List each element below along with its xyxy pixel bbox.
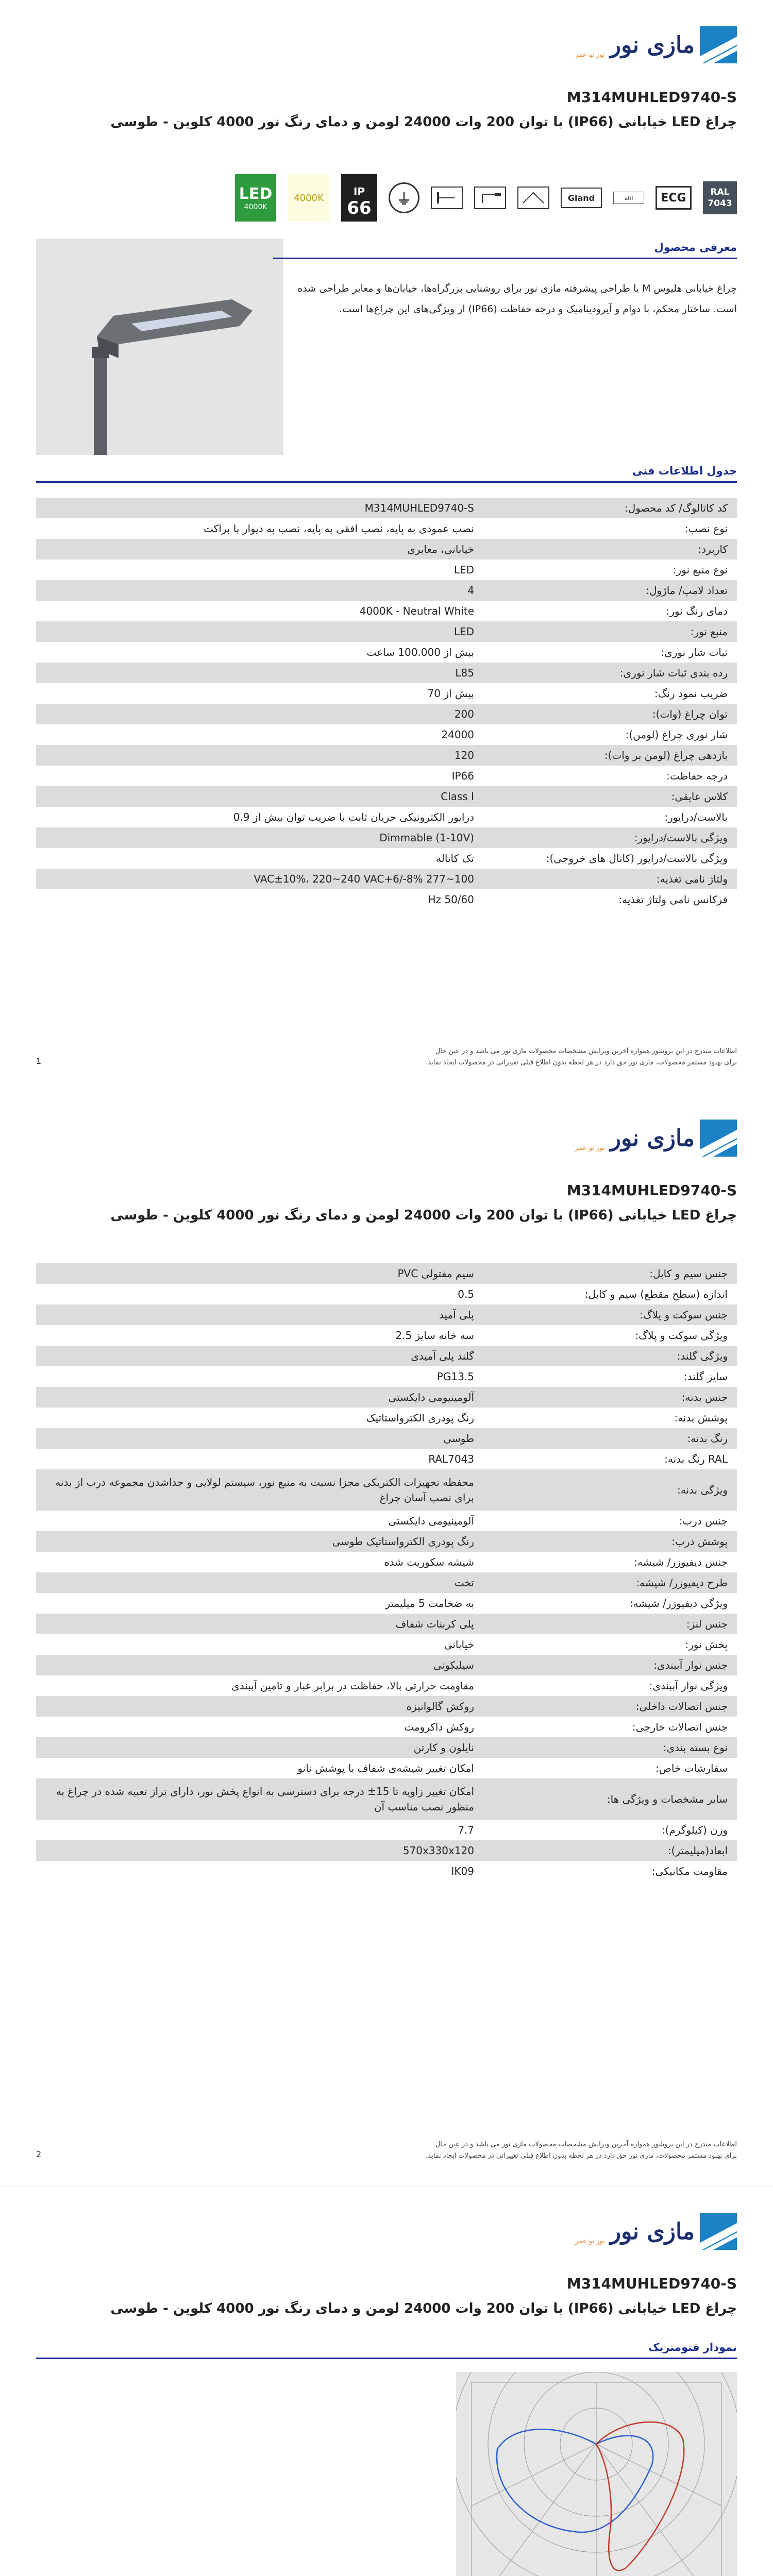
spec-row [36, 1428, 737, 1449]
spec-value: سیم مفتولی PVC [397, 1267, 474, 1280]
spec-row [36, 1284, 737, 1304]
spec-row [36, 1572, 737, 1593]
footer-line-1: اطلاعات مندرج در این بروشور همواره آخرین ویرایش مشخصات محصولات مازی نور می باشد و در عین حال [435, 2141, 737, 2148]
spec-key: کد کاتالوگ/ کد محصول: [624, 502, 728, 514]
spec-value: روکش داکرومت [404, 1721, 474, 1733]
led-badge: LED 4000K [235, 174, 276, 222]
spec-row [36, 1675, 737, 1696]
spec-value: PG13.5 [436, 1370, 474, 1383]
spec-row [36, 663, 737, 683]
spec-row [36, 1614, 737, 1634]
footer-line-1: اطلاعات مندرج در این بروشور همواره آخرین ویرایش مشخصات محصولات مازی نور می باشد و در عین حال [435, 1047, 737, 1055]
spec-row [36, 1758, 737, 1778]
photometry-heading: نمودار فتومتریک [36, 2338, 737, 2359]
mount-type-icon [517, 187, 549, 209]
brand-name: مازی نور [610, 2218, 695, 2245]
wall-mount-icon [431, 187, 463, 209]
brand-tagline: نور تو عمر [575, 51, 605, 59]
spec-key: جنس اتصالات خارجی: [632, 1721, 728, 1733]
spec-value: پلی کربنات شفاف [395, 1618, 474, 1630]
spec-row [36, 1469, 737, 1511]
intro-text: چراغ خیابانی هلیوس M با طراحی پیشرفته مازی نور برای روشنایی بزرگراه‌ها، خیابان‌ها و معابر طراحی شده است. ساختار محکم، با دوام و آیرودینامیک و درجه حفاظت (IP66) از ویژگی‌های این چراغ‌ها است. [297, 283, 737, 315]
spec-row [36, 1366, 737, 1387]
product-title: چراغ LED خیابانی (IP66) با توان 200 وات 24000 لومن و دمای رنگ نور 4000 کلوین - طوسی [110, 114, 737, 130]
spec-key: مقاومت مکانیکی: [651, 1865, 728, 1877]
spec-row [36, 1387, 737, 1408]
spec-row [36, 580, 737, 601]
spec-key: نوع بسته بندی: [663, 1741, 728, 1754]
footer-line-2: برای بهبود مستمر محصولات، مازی نور حق دارد در هر لحظه بدون اطلاع قبلی تغییراتی در محصولات ایجاد نماید. [426, 2152, 737, 2160]
footer-line-2: برای بهبود مستمر محصولات، مازی نور حق دارد در هر لحظه بدون اطلاع قبلی تغییراتی در محصولات ایجاد نماید. [426, 1059, 737, 1066]
color-temperature-badge: 4000K [288, 174, 330, 222]
spec-key: رده بندی ثبات شار نوری: [619, 667, 728, 679]
earth-class-icon: ⏚ [389, 182, 419, 213]
brand-header [575, 2213, 737, 2249]
spec-key: پوشش درب: [671, 1535, 728, 1548]
spec-key: جنس بدنه: [681, 1391, 728, 1403]
spec-value: درایور الکترونیکی جریان ثابت با ضریب توان بیش از 0.9 [233, 811, 474, 823]
spec-row [36, 807, 737, 827]
product-photo [36, 239, 283, 455]
spec-value: 7.7 [458, 1824, 474, 1836]
spec-row [36, 1263, 737, 1284]
spec-row [36, 1346, 737, 1366]
product-model: M314MUHLED9740-S [566, 2275, 737, 2292]
spec-key: توان چراغ (وات): [652, 708, 728, 720]
spec-value: 120 [454, 749, 474, 761]
brand-name: مازی نور [610, 31, 695, 58]
spec-key: ولتاژ نامی تغذیه: [656, 873, 728, 885]
spec-row [36, 745, 737, 766]
spec-value: سیلیکونی [433, 1659, 474, 1671]
spec-value: 24000 [441, 728, 474, 741]
spec-key: ضریب نمود رنگ: [654, 687, 728, 700]
spec-value: آلومینیومی دایکستی [388, 1391, 474, 1403]
spec-value: خیابانی [444, 1638, 474, 1651]
spec-key: طرح دیفیوزر/ شیشه: [636, 1577, 728, 1589]
spec-row [36, 1778, 737, 1820]
product-model: M314MUHLED9740-S [566, 89, 737, 106]
intro-heading: معرفی محصول [273, 239, 737, 259]
brand-header [575, 27, 737, 63]
brand-tagline: نور تو عمر [575, 1144, 605, 1152]
spec-value: رنگ پودری الکترواستاتیک [366, 1412, 474, 1424]
spec-value: روکش گالوانیزه [406, 1700, 474, 1713]
spec-row [36, 786, 737, 807]
spec-key: جنس نوار آببندی: [653, 1659, 728, 1671]
spec-row [36, 889, 737, 910]
spec-key: ویژگی بالاست/درایور: [634, 832, 728, 844]
spec-value: Class I [441, 790, 474, 803]
spec-row [36, 704, 737, 724]
spec-row [36, 1820, 737, 1840]
spec-key: دمای رنگ نور: [666, 605, 728, 617]
spec-key: ویژگی بالاست/درایور (کانال های خروجی): [546, 852, 728, 865]
ecg-badge: ECG [656, 186, 692, 210]
spec-row [36, 601, 737, 621]
spec-value: 200 [454, 708, 474, 720]
page-3 [0, 2187, 773, 2576]
page-1 [0, 0, 773, 1093]
spec-key: جنس دیفیوزر/ شیشه: [634, 1556, 728, 1568]
page-number: 2 [36, 2149, 42, 2159]
spec-key: درجه حفاظت: [666, 770, 728, 782]
spec-key: رنگ بدنه: [687, 1432, 728, 1445]
spec-key: جنس سوکت و پلاگ: [639, 1309, 728, 1321]
spec-value: IK09 [451, 1865, 474, 1877]
brand-name: مازی نور [610, 1125, 695, 1151]
spec-value: پلی آمید [439, 1309, 474, 1321]
spec-row [36, 1531, 737, 1552]
spec-row [36, 1449, 737, 1469]
spec-key: ویژگی سوکت و پلاگ: [635, 1329, 728, 1342]
spec-row [36, 1861, 737, 1882]
spec-row [36, 1408, 737, 1428]
spec-value: 570x330x120 [402, 1844, 474, 1857]
product-title: چراغ LED خیابانی (IP66) با توان 200 وات 24000 لومن و دمای رنگ نور 4000 کلوین - طوسی [110, 2301, 737, 2316]
spec-key: ویژگی بدنه: [677, 1484, 728, 1496]
spec-row [36, 1304, 737, 1325]
spec-value: 4000K - Neutral White [359, 605, 474, 617]
spec-row [36, 1325, 737, 1346]
spec-row [36, 683, 737, 704]
spec-key: فرکانس نامی ولتاژ تغذیه: [618, 893, 728, 906]
spec-key: سفارشات خاص: [655, 1762, 728, 1774]
spec-key: اندازه (سطح مقطع) سیم و کابل: [584, 1288, 728, 1300]
spec-key: جنس لنز: [686, 1618, 728, 1630]
spec-key: جنس سیم و کابل: [649, 1267, 728, 1280]
spec-value: 4 [467, 584, 474, 597]
spec-row [36, 1511, 737, 1531]
brand-header [575, 1120, 737, 1156]
spec-value: Dimmable (1-10V) [379, 832, 474, 844]
spec-row [36, 518, 737, 539]
page-number: 1 [36, 1056, 42, 1066]
spec-row [36, 1717, 737, 1737]
brand-logo-icon [700, 1120, 737, 1157]
spec-row [36, 1655, 737, 1675]
spec-table-1 [36, 498, 737, 910]
spec-row [36, 1840, 737, 1861]
brand-logo-icon [700, 26, 737, 63]
spec-value: LED [453, 564, 474, 576]
spec-value: بیش از 100.000 ساعت [366, 646, 474, 658]
spec-key: وزن (کیلوگرم): [661, 1824, 728, 1836]
spec-key: سایز گلند: [683, 1370, 728, 1383]
spec-value: 100~277 VAC±10%، 220~240 VAC+6/-8% [254, 873, 474, 885]
spec-key: RAL رنگ بدنه: [664, 1453, 728, 1465]
feature-badges [211, 173, 737, 223]
spec-key: کلاس عایقی: [671, 790, 728, 803]
spec-key: نوع نصب: [684, 522, 728, 535]
product-title: چراغ LED خیابانی (IP66) با توان 200 وات 24000 لومن و دمای رنگ نور 4000 کلوین - طوسی [110, 1208, 737, 1223]
spec-row [36, 621, 737, 642]
spec-value: سه خانه سایز 2.5 [395, 1329, 474, 1342]
spec-table-2 [36, 1263, 737, 1882]
spec-row [36, 1696, 737, 1717]
spec-value: خیابانی، معابری [407, 543, 474, 555]
spec-row [36, 766, 737, 786]
spec-row [36, 1737, 737, 1758]
spec-key: کاربرد: [698, 543, 728, 555]
brand-tagline: نور تو عمر [575, 2238, 605, 2245]
spec-key: ابعاد(میلیمتر): [667, 1844, 728, 1857]
spec-row [36, 1634, 737, 1655]
spec-row [36, 560, 737, 580]
spec-key: شار نوری چراغ (لومن): [625, 728, 728, 741]
spec-key: ثبات شار نوری: [661, 646, 728, 658]
ip-rating-badge: IP 66 [341, 174, 377, 222]
footer-note [36, 2139, 737, 2162]
spec-row [36, 724, 737, 745]
spec-value: امکان تغییر شیشه‌ی شفاف با پوشش نانو [297, 1762, 474, 1774]
spec-row [36, 848, 737, 869]
spec-value: نصب عمودی به پایه، نصب افقی به پایه، نصب به دیوار با براکت [204, 522, 474, 535]
spec-value: 50/60 Hz [428, 893, 474, 906]
spec-key: ویژگی نوار آببندی: [649, 1680, 728, 1692]
photometric-diagram [456, 2372, 737, 2576]
spec-key: جنس اتصالات داخلی: [635, 1700, 728, 1713]
spec-value: LED [453, 625, 474, 638]
spec-heading: جدول اطلاعات فنی [36, 462, 737, 483]
spec-value: شیشه سکوریت شده [384, 1556, 474, 1568]
product-model: M314MUHLED9740-S [566, 1182, 737, 1199]
spec-value: M314MUHLED9740-S [364, 502, 474, 514]
spec-value: گلند پلی آمیدی [411, 1350, 474, 1362]
spec-key: جنس درب: [679, 1515, 728, 1527]
spec-key: ویژگی دیفیوزر/ شیشه: [629, 1597, 728, 1609]
small-mark-icon: ahl [613, 192, 644, 204]
spec-key: سایر مشخصات و ویژگی ها: [607, 1793, 728, 1805]
spec-value: نایلون و کارتن [413, 1741, 474, 1754]
spec-row [36, 869, 737, 889]
spec-key: پخش نور: [685, 1638, 728, 1651]
spec-value: تخت [454, 1577, 474, 1589]
spec-value: رنگ پودری الکترواستاتیک طوسی [332, 1535, 474, 1548]
spec-value: IP66 [451, 770, 474, 782]
spec-row [36, 1552, 737, 1572]
footer-note [36, 1046, 737, 1069]
spec-value: امکان تغییر زاویه تا 15± درجه برای دسترسی به انواع پخش نور، دارای تراز تعبیه شده در چراغ به منظور نصب مناسب آن [56, 1785, 474, 1813]
spec-value: 0.5 [458, 1288, 474, 1300]
spec-key: بالاست/درایور: [664, 811, 728, 823]
spec-key: پوشش بدنه: [674, 1412, 728, 1424]
spec-key: منبع نور: [690, 625, 728, 638]
spec-row [36, 498, 737, 518]
spec-key: تعداد لامپ/ ماژول: [646, 584, 728, 597]
spec-key: بازدهی چراغ (لومن بر وات): [604, 749, 728, 761]
spec-value: بیش از 70 [427, 687, 474, 700]
spec-row [36, 642, 737, 663]
spec-value: مقاومت حرارتی بالا، حفاظت در برابر غبار و تامین آببندی [231, 1680, 474, 1692]
spec-key: ویژگی گلند: [677, 1350, 728, 1362]
ral-badge: RAL 7043 [703, 181, 737, 214]
spec-value: آلومینیومی دایکستی [388, 1515, 474, 1527]
spec-row [36, 539, 737, 560]
spec-value: تک کاناله [436, 852, 474, 865]
gland-badge: Gland [561, 188, 602, 208]
page-2 [0, 1093, 773, 2186]
spec-value: L85 [455, 667, 474, 679]
spec-value: RAL7043 [428, 1453, 474, 1465]
brand-logo-icon [700, 2213, 737, 2250]
spec-row [36, 827, 737, 848]
pole-mount-icon [474, 187, 506, 209]
spec-key: نوع منبع نور: [673, 564, 728, 576]
spec-value: طوسی [443, 1432, 474, 1445]
spec-row [36, 1593, 737, 1614]
spec-value: محفظه تجهیزات الکتریکی مجزا نسبت به منبع نور، سیستم لولایی و جداشدن مجموعه درب از بدنه برای نصب آسان چراغ [55, 1476, 474, 1504]
spec-value: به ضخامت 5 میلیمتر [385, 1597, 474, 1609]
